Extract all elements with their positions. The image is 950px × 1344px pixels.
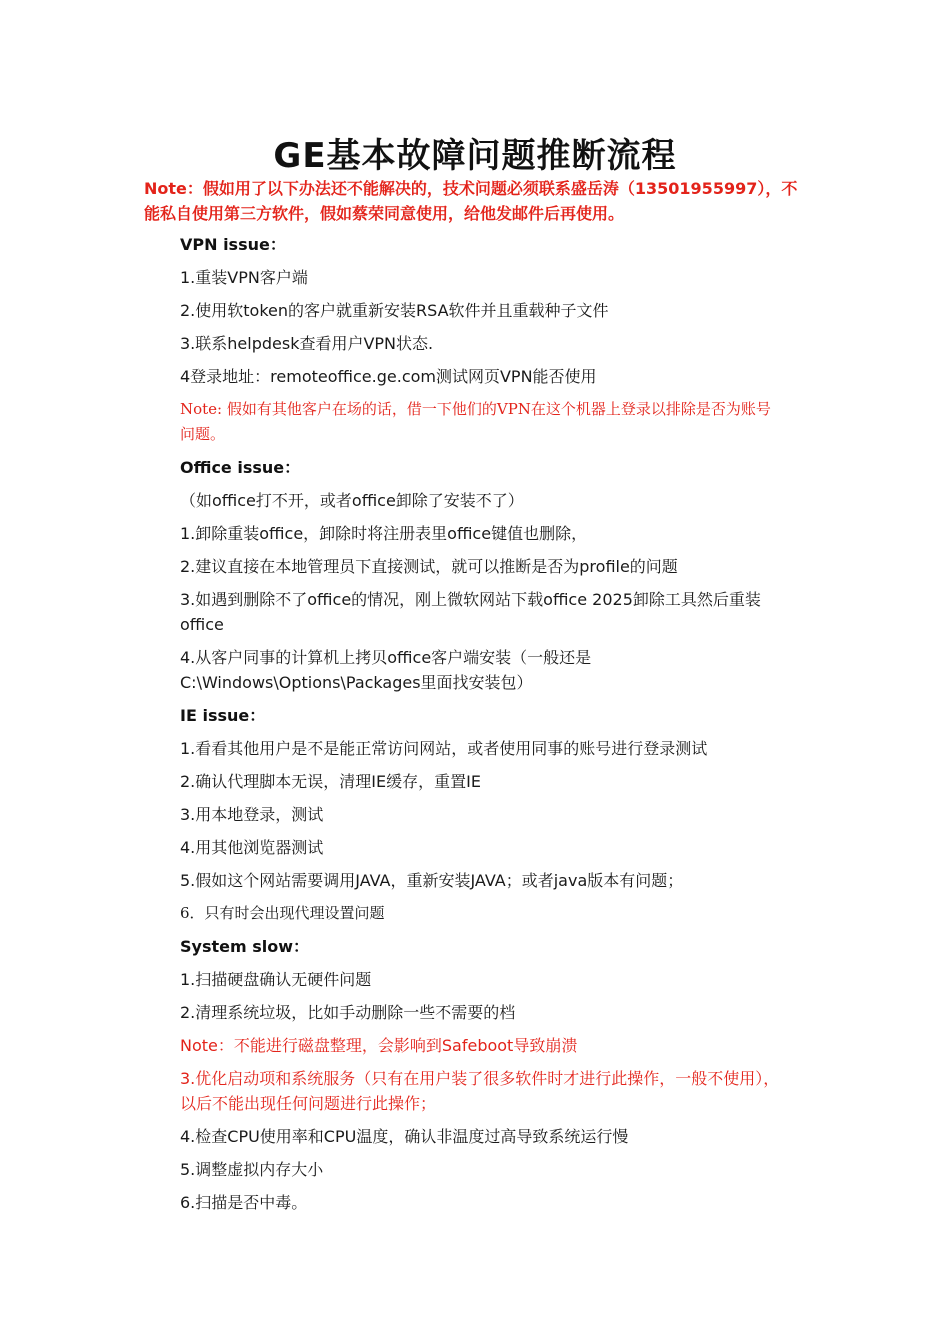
vpn-note: Note: 假如有其他客户在场的话，借一下他们的VPN在这个机器上登录以排除是否为账号问题。 bbox=[180, 400, 771, 443]
system-item-1: 1.扫描硬盘确认无硬件问题 bbox=[180, 970, 372, 989]
top-note: Note：假如用了以下办法还不能解决的，技术问题必须联系盛岳涛（13501955997），不能私自使用第三方软件，假如蔡荣同意使用，给他发邮件后再使用。 bbox=[144, 179, 798, 223]
ie-item-4: 4.用其他浏览器测试 bbox=[180, 838, 324, 857]
office-item-4: 4.从客户同事的计算机上拷贝office客户端安装（一般还是C:\Windows\Options\Packages里面找安装包） bbox=[180, 648, 592, 692]
vpn-item-1: 1.重装VPN客户端 bbox=[180, 268, 308, 287]
office-item-1: 1.卸除重装office，卸除时将注册表里office键值也删除， bbox=[180, 524, 588, 543]
ie-item-1: 1.看看其他用户是不是能正常访问网站，或者使用同事的账号进行登录测试 bbox=[180, 739, 708, 758]
office-intro: （如office打不开，或者office卸除了安装不了） bbox=[180, 491, 524, 510]
system-heading: System slow： bbox=[180, 937, 310, 956]
office-item-2: 2.建议直接在本地管理员下直接测试，就可以推断是否为profile的问题 bbox=[180, 557, 678, 576]
system-item-6: 6.扫描是否中毒。 bbox=[180, 1193, 308, 1212]
system-note: Note：不能进行磁盘整理，会影响到Safeboot导致崩溃 bbox=[180, 1036, 578, 1055]
system-item-5: 5.调整虚拟内存大小 bbox=[180, 1160, 324, 1179]
ie-item-2: 2.确认代理脚本无误，清理IE缓存，重置IE bbox=[180, 772, 481, 791]
ie-item-5: 5.假如这个网站需要调用JAVA，重新安装JAVA；或者java版本有问题； bbox=[180, 871, 684, 890]
ie-item-3: 3.用本地登录，测试 bbox=[180, 805, 324, 824]
document-body bbox=[180, 232, 780, 1223]
ie-item-6: 6．只有时会出现代理设置问题 bbox=[180, 904, 385, 922]
vpn-item-2: 2.使用软token的客户就重新安装RSA软件并且重载种子文件 bbox=[180, 301, 609, 320]
vpn-item-3: 3.联系helpdesk查看用户VPN状态. bbox=[180, 334, 434, 353]
vpn-item-4: 4登录地址：remoteoffice.ge.com测试网页VPN能否使用 bbox=[180, 367, 597, 386]
ie-heading: IE issue： bbox=[180, 706, 266, 725]
vpn-heading: VPN issue： bbox=[180, 235, 286, 254]
document-title: GE基本故障问题推断流程 bbox=[273, 136, 677, 176]
system-item-4: 4.检查CPU使用率和CPU温度，确认非温度过高导致系统运行慢 bbox=[180, 1127, 629, 1146]
office-heading: Office issue： bbox=[180, 458, 301, 477]
office-item-3: 3.如遇到删除不了office的情况，刚上微软网站下载office 2025卸除工具然后重装office bbox=[180, 590, 761, 634]
system-item-3: 3.优化启动项和系统服务（只有在用户装了很多软件时才进行此操作，一般不使用），以后不能出现任何问题进行此操作； bbox=[180, 1069, 780, 1113]
system-item-2: 2.清理系统垃圾，比如手动删除一些不需要的档 bbox=[180, 1003, 516, 1022]
